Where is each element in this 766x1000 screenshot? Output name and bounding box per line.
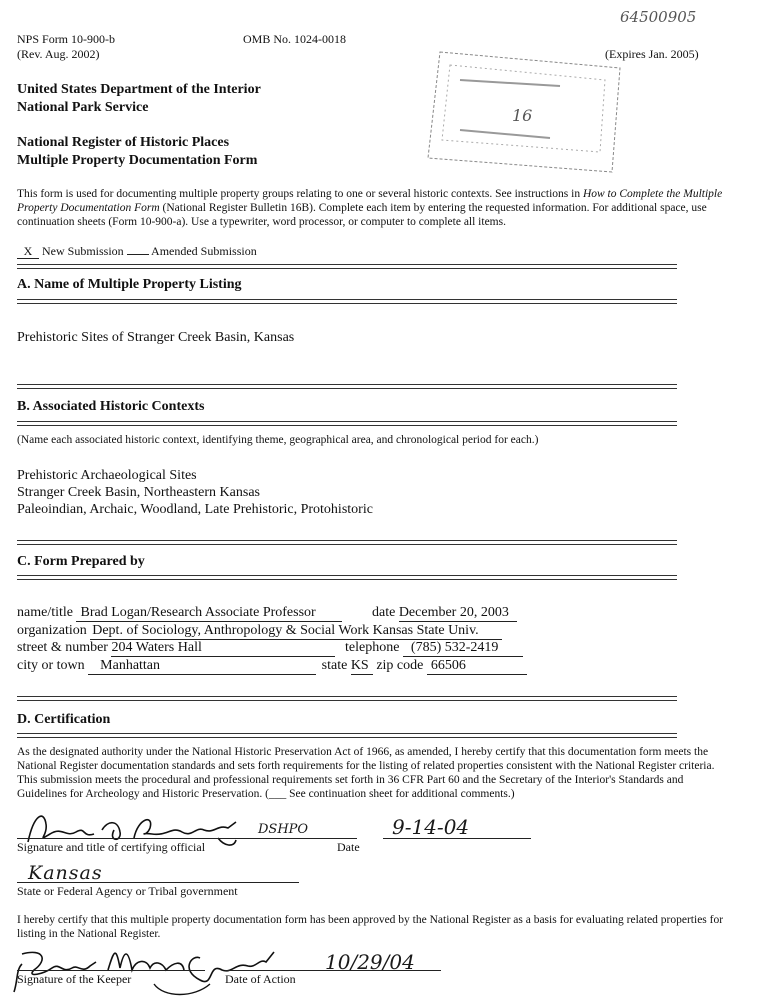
rule [17, 575, 677, 580]
prepared-date-value: December 20, 2003 [399, 605, 517, 622]
section-c-heading: C. Form Prepared by [17, 554, 145, 569]
submission-type: X New Submission Amended Submission [17, 244, 257, 259]
certifying-official-title: DSHPO [258, 822, 309, 837]
context-line: Prehistoric Archaeological Sites [17, 468, 197, 483]
rule [17, 696, 677, 701]
context-line: Paleoindian, Archaic, Woodland, Late Prehistoric, Protohistoric [17, 502, 373, 517]
section-b-heading: B. Associated Historic Contexts [17, 399, 205, 414]
organization-value: Dept. of Sociology, Anthropology & Social Work Kansas State Univ. [90, 623, 502, 640]
form-number: NPS Form 10-900-b [17, 32, 116, 46]
agency-line [17, 882, 299, 883]
section-a-heading: A. Name of Multiple Property Listing [17, 277, 242, 292]
name-title-value: Brad Logan/Research Associate Professor [76, 605, 342, 622]
rule [17, 299, 677, 304]
signature-label: Signature and title of certifying official [17, 840, 206, 854]
city-value: Manhattan [88, 658, 316, 675]
signature-line [17, 838, 357, 839]
agency-subname: National Park Service [17, 100, 149, 115]
city-row: city or town Manhattan state KS zip code 66506 [17, 658, 527, 675]
context-line: Stranger Creek Basin, Northeastern Kansas [17, 485, 260, 500]
new-submission-mark: X [17, 244, 39, 259]
keeper-date-label: Date of Action [225, 972, 296, 986]
form-title-2: Multiple Property Documentation Form [17, 153, 258, 168]
keeper-date: 10/29/04 [325, 950, 415, 974]
date-line [383, 838, 531, 839]
handwritten-reference: 64500905 [620, 8, 697, 26]
zip-value: 66506 [427, 658, 527, 675]
street-row: street & number 204 Waters Hall telephone (785) 532-2419 [17, 640, 523, 657]
certification-statement: As the designated authority under the National Historic Preservation Act of 1966, as amended, I hereby certify that this documentation form meets the National Register documentation standards and sets forth requirements for the listing of related properties consistent with the National Register criteria. This submission meets the procedural and professional requirements set forth in 36 CFR Part 60 and the Secretary of the Interior's Standards and Guidelines for Archeology and Historic Preservation. (___ See continuation sheet for additional comments.) [17, 746, 715, 800]
approval-statement: I hereby certify that this multiple property documentation form has been approved by the National Register as a basis for evaluating related properties for listing in the National Register. [17, 914, 724, 940]
agency-handwritten: Kansas [28, 862, 103, 884]
name-title-row: name/title Brad Logan/Research Associate Professor date December 20, 2003 [17, 605, 517, 622]
section-b-instructions: (Name each associated historic context, identifying theme, geographical area, and chronological period for each.) [17, 434, 539, 446]
keeper-label: Signature of the Keeper [17, 972, 132, 986]
rule [17, 421, 677, 426]
telephone-value: (785) 532-2419 [403, 640, 523, 657]
expiration: (Expires Jan. 2005) [605, 47, 699, 61]
rule [17, 264, 677, 269]
stamp-number: 16 [512, 106, 533, 125]
date-label: Date [337, 840, 360, 854]
rule [17, 733, 677, 738]
section-d-heading: D. Certification [17, 712, 111, 727]
rule [17, 540, 677, 545]
rule [17, 384, 677, 389]
agency-label: State or Federal Agency or Tribal government [17, 884, 238, 898]
state-value: KS [351, 658, 373, 675]
keeper-signature-line [17, 970, 205, 971]
property-listing-name: Prehistoric Sites of Stranger Creek Basin, Kansas [17, 330, 295, 345]
certification-date: 9-14-04 [392, 815, 470, 839]
organization-row: organization Dept. of Sociology, Anthropology & Social Work Kansas State Univ. [17, 623, 502, 640]
agency-name: United States Department of the Interior [17, 82, 261, 97]
keeper-date-line [225, 970, 441, 971]
omb-number: OMB No. 1024-0018 [243, 32, 347, 46]
street-value: 204 Waters Hall [111, 640, 335, 657]
intro-paragraph: This form is used for documenting multiple property groups relating to one or several historic contexts. See instructions in How to Complete the Multiple Property Documentation Form (National Register Bulletin 16B). Complete each item by entering the requested information. For additional space, use continuation sheets (Form 10-900-a). Use a typewriter, word processor, or computer to complete all items. [17, 188, 723, 228]
keeper-signature [4, 940, 294, 998]
form-title-1: National Register of Historic Places [17, 135, 230, 150]
form-revision: (Rev. Aug. 2002) [17, 47, 100, 61]
